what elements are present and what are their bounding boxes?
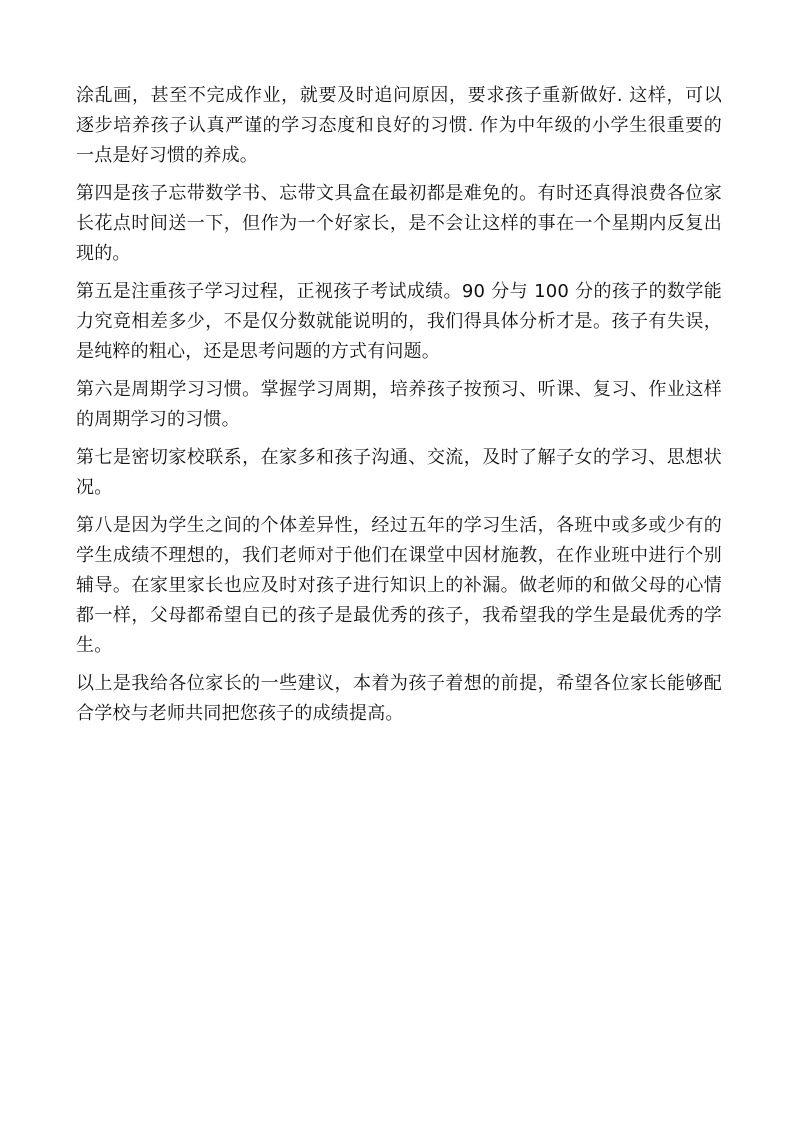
paragraph-point-five: 第五是注重孩子学习过程，正视孩子考试成绩。90 分与 100 分的孩子的数学能力究竟相差多少，不是仅分数就能说明的，我们得具体分析才是。孩子有失误，是纯粹的粗心，还是思考问题的方式有问题。: [76, 281, 722, 362]
paragraph-point-eight: 第八是因为学生之间的个体差异性，经过五年的学习生活，各班中或多或少有的学生成绩不理想的，我们老师对于他们在课堂中因材施教，在作业班中进行个别辅导。在家里家长也应及时对孩子进行知识上的补漏。做老师的和做父母的心情都一样，父母都希望自已的孩子是最优秀的孩子，我希望我的学生是最优秀的学生。: [76, 515, 722, 656]
document-body: [76, 81, 722, 737]
paragraph-conclusion: 以上是我给各位家长的一些建议，本着为孩子着想的前提，希望各位家长能够配合学校与老师共同把您孩子的成绩提高。: [76, 673, 722, 724]
paragraph-point-four: 第四是孩子忘带数学书、忘带文具盒在最初都是难免的。有时还真得浪费各位家长花点时间送一下，但作为一个好家长，是不会让这样的事在一个星期内反复出现的。: [76, 183, 722, 264]
paragraph-point-six: 第六是周期学习习惯。掌握学习周期，培养孩子按预习、听课、复习、作业这样的周期学习的习惯。: [76, 379, 722, 430]
paragraph-continuation: 涂乱画，甚至不完成作业，就要及时追问原因，要求孩子重新做好. 这样，可以逐步培养孩子认真严谨的学习态度和良好的习惯. 作为中年级的小学生很重要的一点是好习惯的养成。: [76, 85, 722, 166]
paragraph-point-seven: 第七是密切家校联系，在家多和孩子沟通、交流，及时了解子女的学习、思想状况。: [76, 447, 722, 498]
